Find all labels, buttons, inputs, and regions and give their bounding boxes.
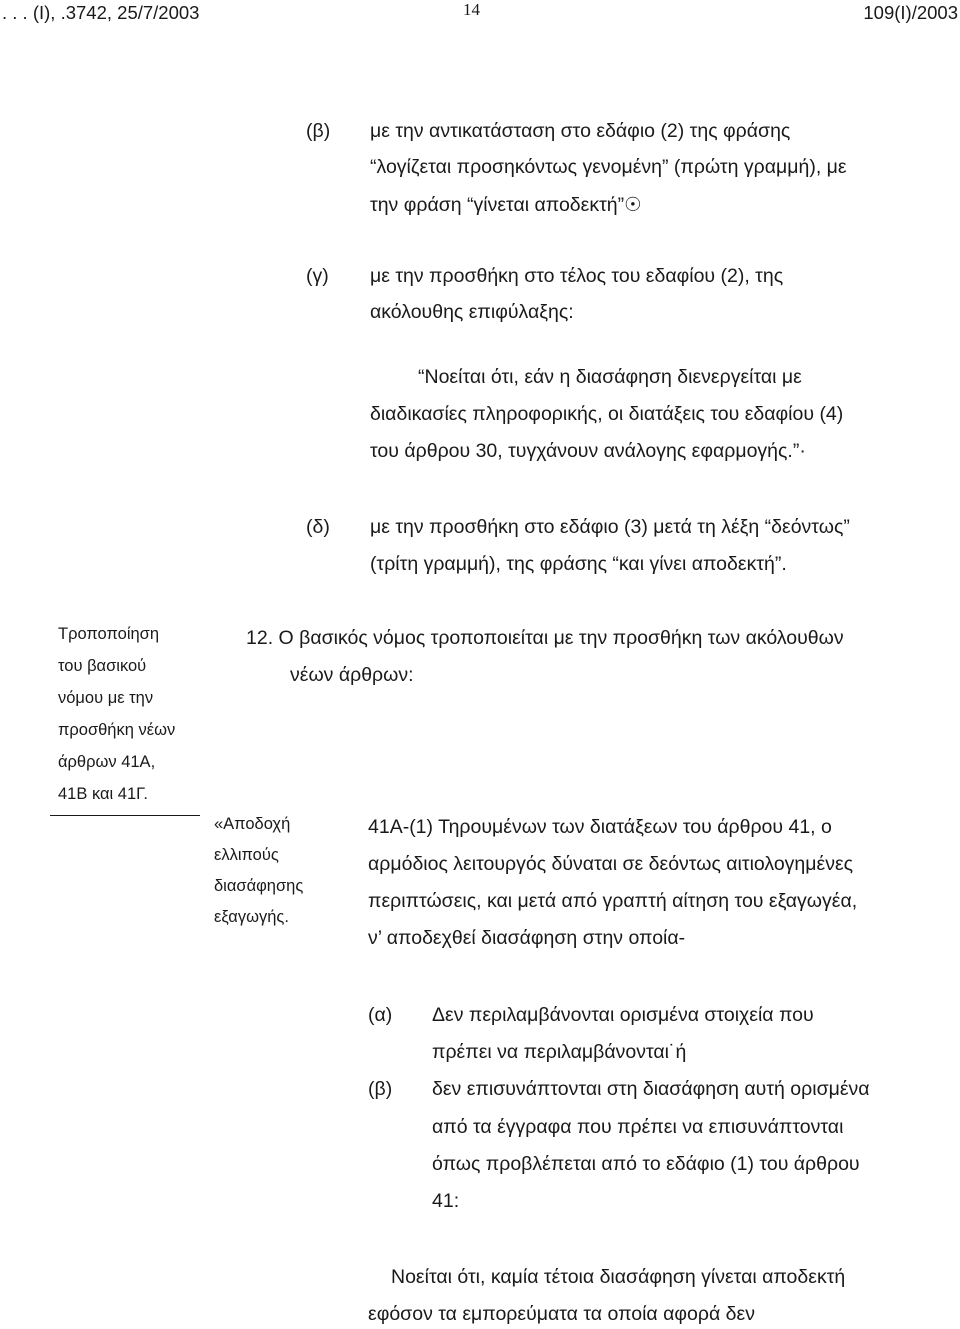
sub-item-alpha-line: Δεν περιλαμβάνονται ορισμένα στοιχεία που	[432, 1004, 814, 1026]
proviso-line: του άρθρου 30, τυγχάνουν ανάλογης εφαρμογής.”·	[370, 440, 806, 462]
margin-note-line: άρθρων 41Α,	[58, 753, 156, 771]
item-gamma-line: με την προσθήκη στο τέλος του εδαφίου (2), της	[370, 265, 784, 287]
sub-item-beta-line: όπως προβλέπεται από το εδάφιο (1) του άρθρου	[432, 1153, 860, 1175]
item-beta-line: με την αντικατάσταση στο εδάφιο (2) της φράσης	[370, 120, 791, 142]
margin-note-line: Τροποποίηση	[58, 625, 160, 643]
margin-note-line: 41Β και 41Γ.	[58, 785, 148, 803]
item-gamma-label: (γ)	[306, 265, 329, 287]
item-beta-line: την φράση “γίνεται αποδεκτή”☉	[370, 194, 642, 216]
section-12-line: 12. Ο βασικός νόμος τροποποιείται με την προσθήκη των ακόλουθων	[246, 627, 844, 649]
closing-line: εφόσον τα εμπορεύματα τα οποία αφορά δεν	[368, 1303, 755, 1325]
margin-note-line: νόμου με την	[58, 689, 154, 707]
item-delta-label: (δ)	[306, 516, 330, 538]
sub-item-alpha-line: πρέπει να περιλαμβάνονται˙ή	[432, 1041, 687, 1063]
margin-note-line: «Αποδοχή	[214, 815, 291, 833]
margin-note-divider	[50, 815, 200, 816]
margin-note-line: προσθήκη νέων	[58, 721, 176, 739]
header-left: . . . (Ι), .3742, 25/7/2003	[2, 2, 200, 23]
item-beta-line: “λογίζεται προσηκόντως γενομένη” (πρώτη γραμμή), με	[370, 156, 847, 178]
sub-item-beta-line: 41:	[432, 1190, 460, 1212]
item-gamma-line: ακόλουθης επιφύλαξης:	[370, 301, 574, 323]
header-right: 109(Ι)/2003	[863, 2, 958, 23]
section-12-line: νέων άρθρων:	[290, 664, 414, 686]
page-number: 14	[463, 0, 480, 19]
margin-note-line: ελλιπούς	[214, 846, 279, 864]
item-beta-label: (β)	[306, 120, 331, 142]
margin-note-line: του βασικού	[58, 657, 147, 675]
sub-item-beta-line: από τα έγγραφα που πρέπει να επισυνάπτονται	[432, 1116, 844, 1138]
article-41a-line: περιπτώσεις, και μετά από γραπτή αίτηση του εξαγωγέα,	[368, 890, 858, 912]
margin-note-line: εξαγωγής.	[214, 908, 289, 926]
sub-item-beta-line: δεν επισυνάπτονται στη διασάφηση αυτή ορισμένα	[432, 1078, 870, 1100]
item-delta-line: με την προσθήκη στο εδάφιο (3) μετά τη λέξη “δεόντως”	[370, 516, 850, 538]
margin-note-line: διασάφησης	[214, 877, 304, 895]
article-41a-line: ν’ αποδεχθεί διασάφηση στην οποία-	[368, 927, 686, 949]
article-41a-line: 41Α-(1) Τηρουμένων των διατάξεων του άρθρου 41, ο	[368, 816, 832, 838]
sub-item-beta-label: (β)	[368, 1078, 393, 1100]
item-delta-line: (τρίτη γραμμή), της φράσης “και γίνει αποδεκτή”.	[370, 553, 787, 575]
sub-item-alpha-label: (α)	[368, 1004, 393, 1026]
article-41a-line: αρμόδιος λειτουργός δύναται σε δεόντως αιτιολογημένες	[368, 853, 854, 875]
proviso-line: διαδικασίες πληροφορικής, οι διατάξεις του εδαφίου (4)	[370, 403, 844, 425]
closing-line: Νοείται ότι, καμία τέτοια διασάφηση γίνεται αποδεκτή	[391, 1266, 846, 1288]
proviso-line: “Νοείται ότι, εάν η διασάφηση διενεργείται με	[418, 366, 802, 388]
